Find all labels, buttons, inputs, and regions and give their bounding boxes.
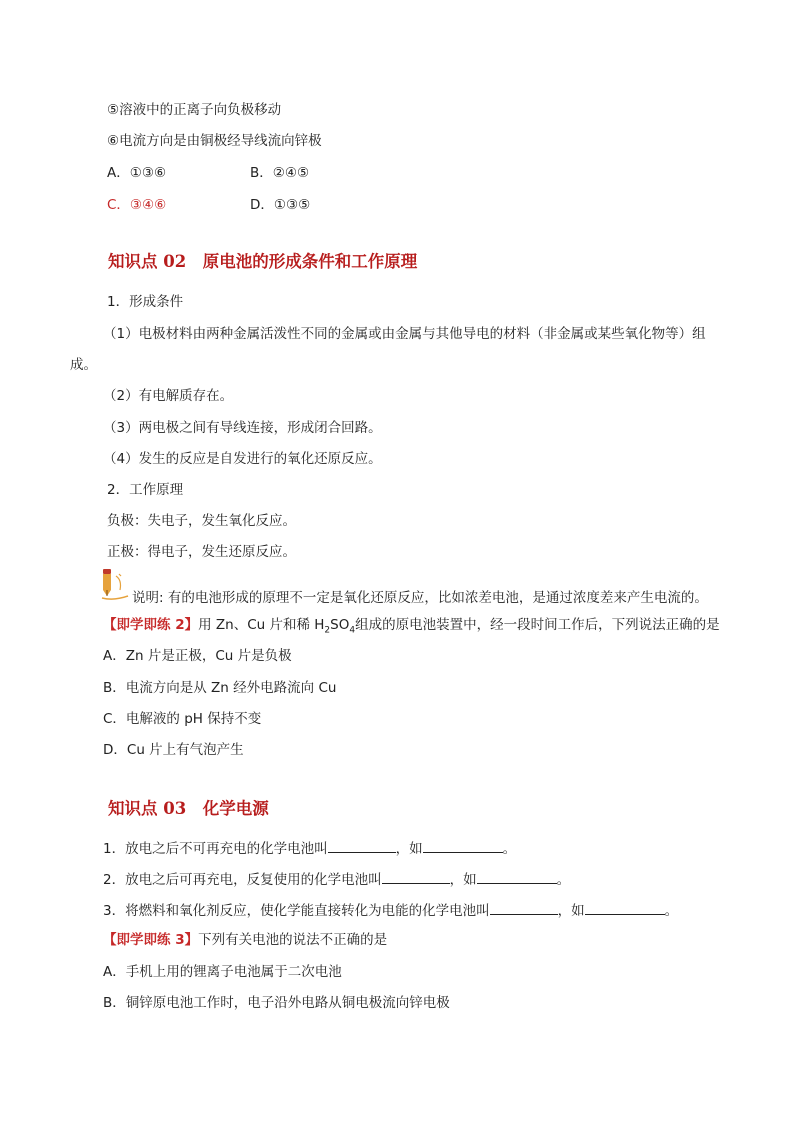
practice-2-option-b: B．电流方向是从 Zn 经外电路流向 Cu [103, 680, 337, 696]
practice-3-tag: 【即学即练 3】 [103, 932, 199, 948]
battery-line-3: 3．将燃料和氧化剂反应，使化学能直接转化为电能的化学电池叫 ，如 。 [103, 900, 678, 921]
battery-line-2: 2．放电之后可再充电，反复使用的化学电池叫 ，如 。 [103, 869, 570, 890]
formation-heading: 1．形成条件 [107, 294, 184, 310]
practice-2-option-a: A．Zn 片是正极，Cu 片是负极 [103, 648, 292, 664]
note-text: 说明: 有的电池形成的原理不一定是氧化还原反应，比如浓差电池，是通过浓度差来产生电流的。 [132, 590, 708, 606]
practice-2-tag: 【即学即练 2】 [103, 617, 199, 633]
practice-2-option-c: C．电解液的 pH 保持不变 [103, 711, 262, 727]
practice-3-option-b: B．铜锌原电池工作时，电子沿外电路从铜电极流向锌电极 [103, 995, 450, 1011]
condition-1b: 成。 [70, 357, 97, 373]
pen-note-icon [100, 566, 132, 602]
condition-3: （3）两电极之间有导线连接，形成闭合回路。 [103, 420, 382, 436]
section-02-title: 知识点 02 原电池的形成条件和工作原理 [108, 252, 418, 271]
choice-c-answer: C．③④⑥ [107, 197, 167, 213]
option-item-6: ⑥电流方向是由铜极经导线流向锌极 [107, 133, 322, 149]
condition-2: （2）有电解质存在。 [103, 388, 234, 404]
positive-electrode: 正极：得电子，发生还原反应。 [107, 544, 296, 560]
battery-line-1: 1．放电之后不可再充电的化学电池叫 ，如 。 [103, 838, 516, 859]
blank-6[interactable] [585, 900, 665, 915]
blank-4[interactable] [477, 869, 557, 884]
condition-4: （4）发生的反应是自发进行的氧化还原反应。 [103, 451, 382, 467]
practice-3-option-a: A．手机上用的锂离子电池属于二次电池 [103, 964, 342, 980]
practice-2-question: 【即学即练 2】用 Zn、Cu 片和稀 $H_2SO_4$组成的原电池装置中，经一段时间工作后，下列说法正确的是 [103, 617, 720, 636]
blank-3[interactable] [382, 869, 450, 884]
practice-3-question: 【即学即练 3】下列有关电池的说法不正确的是 [103, 932, 388, 948]
option-item-5: ⑤溶液中的正离子向负极移动 [107, 102, 282, 118]
blank-2[interactable] [423, 838, 503, 853]
practice-2-option-d: D．Cu 片上有气泡产生 [103, 742, 244, 758]
condition-1a: （1）电极材料由两种金属活泼性不同的金属或由金属与其他导电的材料（非金属或某些氧化物等）组 [103, 326, 706, 342]
choice-b: B．②④⑤ [250, 165, 310, 181]
section-03-title: 知识点 03 化学电源 [108, 799, 269, 818]
choice-d: D．①③⑤ [250, 197, 311, 213]
choice-a: A．①③⑥ [107, 165, 167, 181]
principle-heading: 2．工作原理 [107, 482, 184, 498]
negative-electrode: 负极：失电子，发生氧化反应。 [107, 513, 296, 529]
blank-1[interactable] [328, 838, 396, 853]
blank-5[interactable] [490, 900, 558, 915]
